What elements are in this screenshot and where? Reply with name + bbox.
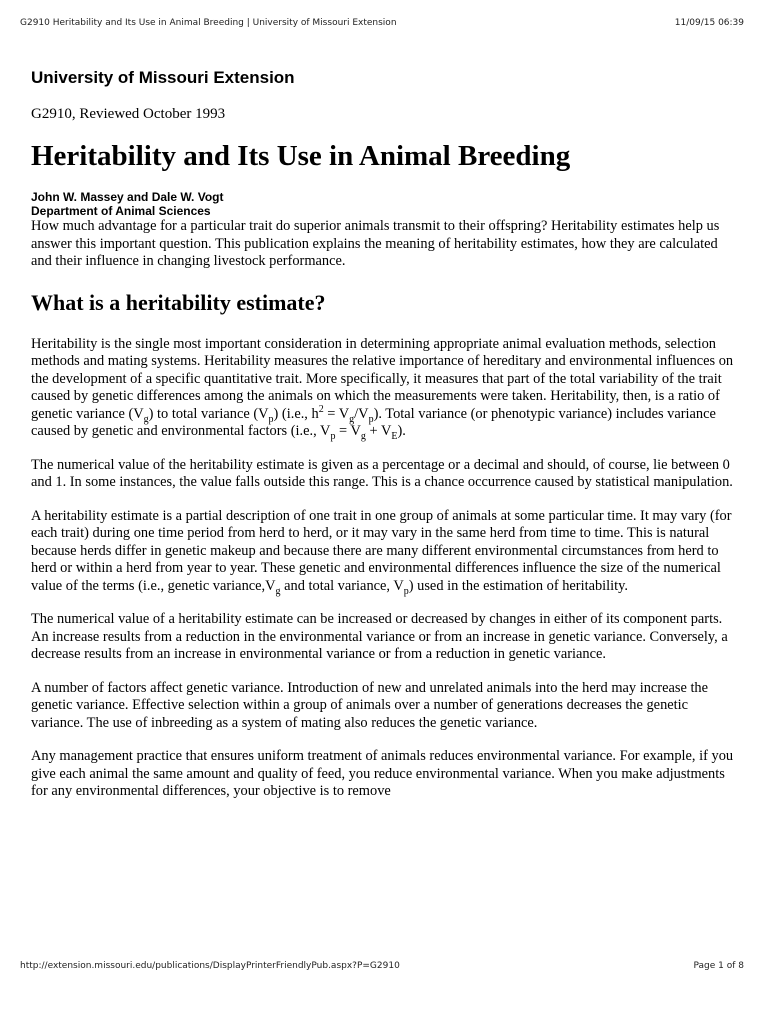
print-footer: [20, 961, 744, 975]
site-title: University of Missouri Extension: [31, 68, 295, 87]
document-content: [31, 62, 737, 942]
authors-block: [31, 190, 737, 218]
page-number: Page 1 of 8: [693, 961, 744, 971]
print-page-title: G2910 Heritability and Its Use in Animal Breeding | University of Missouri Extension: [20, 18, 397, 28]
department: Department of Animal Sciences: [31, 204, 211, 218]
authors: John W. Massey and Dale W. Vogt: [31, 190, 224, 204]
intro-paragraph: How much advantage for a particular trait do superior animals transmit to their offspring? Heritability estimates help us answer this important question. This publication explains the meaning of heritability estimates, how they are calculated and their influence in changing livestock performance.: [31, 218, 720, 269]
paragraph-3: A heritability estimate is a partial description of one trait in one group of animals at some particular time. It may vary (for each trait) during one time period from herd to herd, or it may vary in the same herd from time to time. This is natural because herds differ in genetic makeup and because there are many different environmental circumstances from herd to herd or within a herd from year to year. These genetic and environmental differences influence the size of the numerical value of the terms (i.e., genetic $variance,V_g$ and total variance, $V_p$) used in the estimation of heritability.: [31, 507, 732, 597]
publication-id: G2910, Reviewed October 1993: [31, 106, 226, 122]
print-header: [20, 18, 744, 32]
section-heading: What is a heritability estimate?: [31, 289, 326, 315]
print-datetime: 11/09/15 06:39: [674, 18, 744, 28]
paragraph-2: The numerical value of the heritability estimate is given as a percentage or a decimal and should, of course, lie between 0 and 1. In some instances, the value falls outside this range. This is a chance occurrence caused by statistical manipulation.: [31, 456, 733, 490]
page-title: Heritability and Its Use in Animal Breeding: [31, 140, 571, 172]
paragraph-6: Any management practice that ensures uniform treatment of animals reduces environmental variance. For example, if you give each animal the same amount and quality of feed, you reduce environmental variance. When you make adjustments for any environmental differences, your objective is to remove: [31, 748, 734, 799]
paragraph-5: A number of factors affect genetic variance. Introduction of new and unrelated animals into the herd may increase the genetic variance. Effective selection within a group of animals over a number of generations decreases the genetic variance. The use of inbreeding as a system of mating also reduces the genetic variance.: [31, 679, 709, 731]
paragraph-1: Heritability is the single most important consideration in determining appropriate animal evaluation methods, selection methods and mating systems. Heritability measures the relative importance of hereditary and environmental influences on the development of a specific quantitative trait. More specifically, it measures that part of the total variability of the trait caused by genetic differences among the animals on which the measurements were taken. Heritability, then, is a ratio of genetic variance $(V_g)$ to total variance $(V_p)$ (i.e., $h^2 = V_g/V_p$). Total variance (or phenotypic variance) includes variance caused by genetic and environmental factors (i.e., $V_p = V_g + V_E$).: [31, 335, 734, 442]
print-url: http://extension.missouri.edu/publications/DisplayPrinterFriendlyPub.aspx?P=G2910: [20, 961, 400, 971]
paragraph-4: The numerical value of a heritability estimate can be increased or decreased by changes in either of its component parts. An increase results from a reduction in the environmental variance or from an increase in genetic variance. Conversely, a decrease results from an increase in environmental variance or from a reduction in genetic variance.: [31, 611, 728, 662]
